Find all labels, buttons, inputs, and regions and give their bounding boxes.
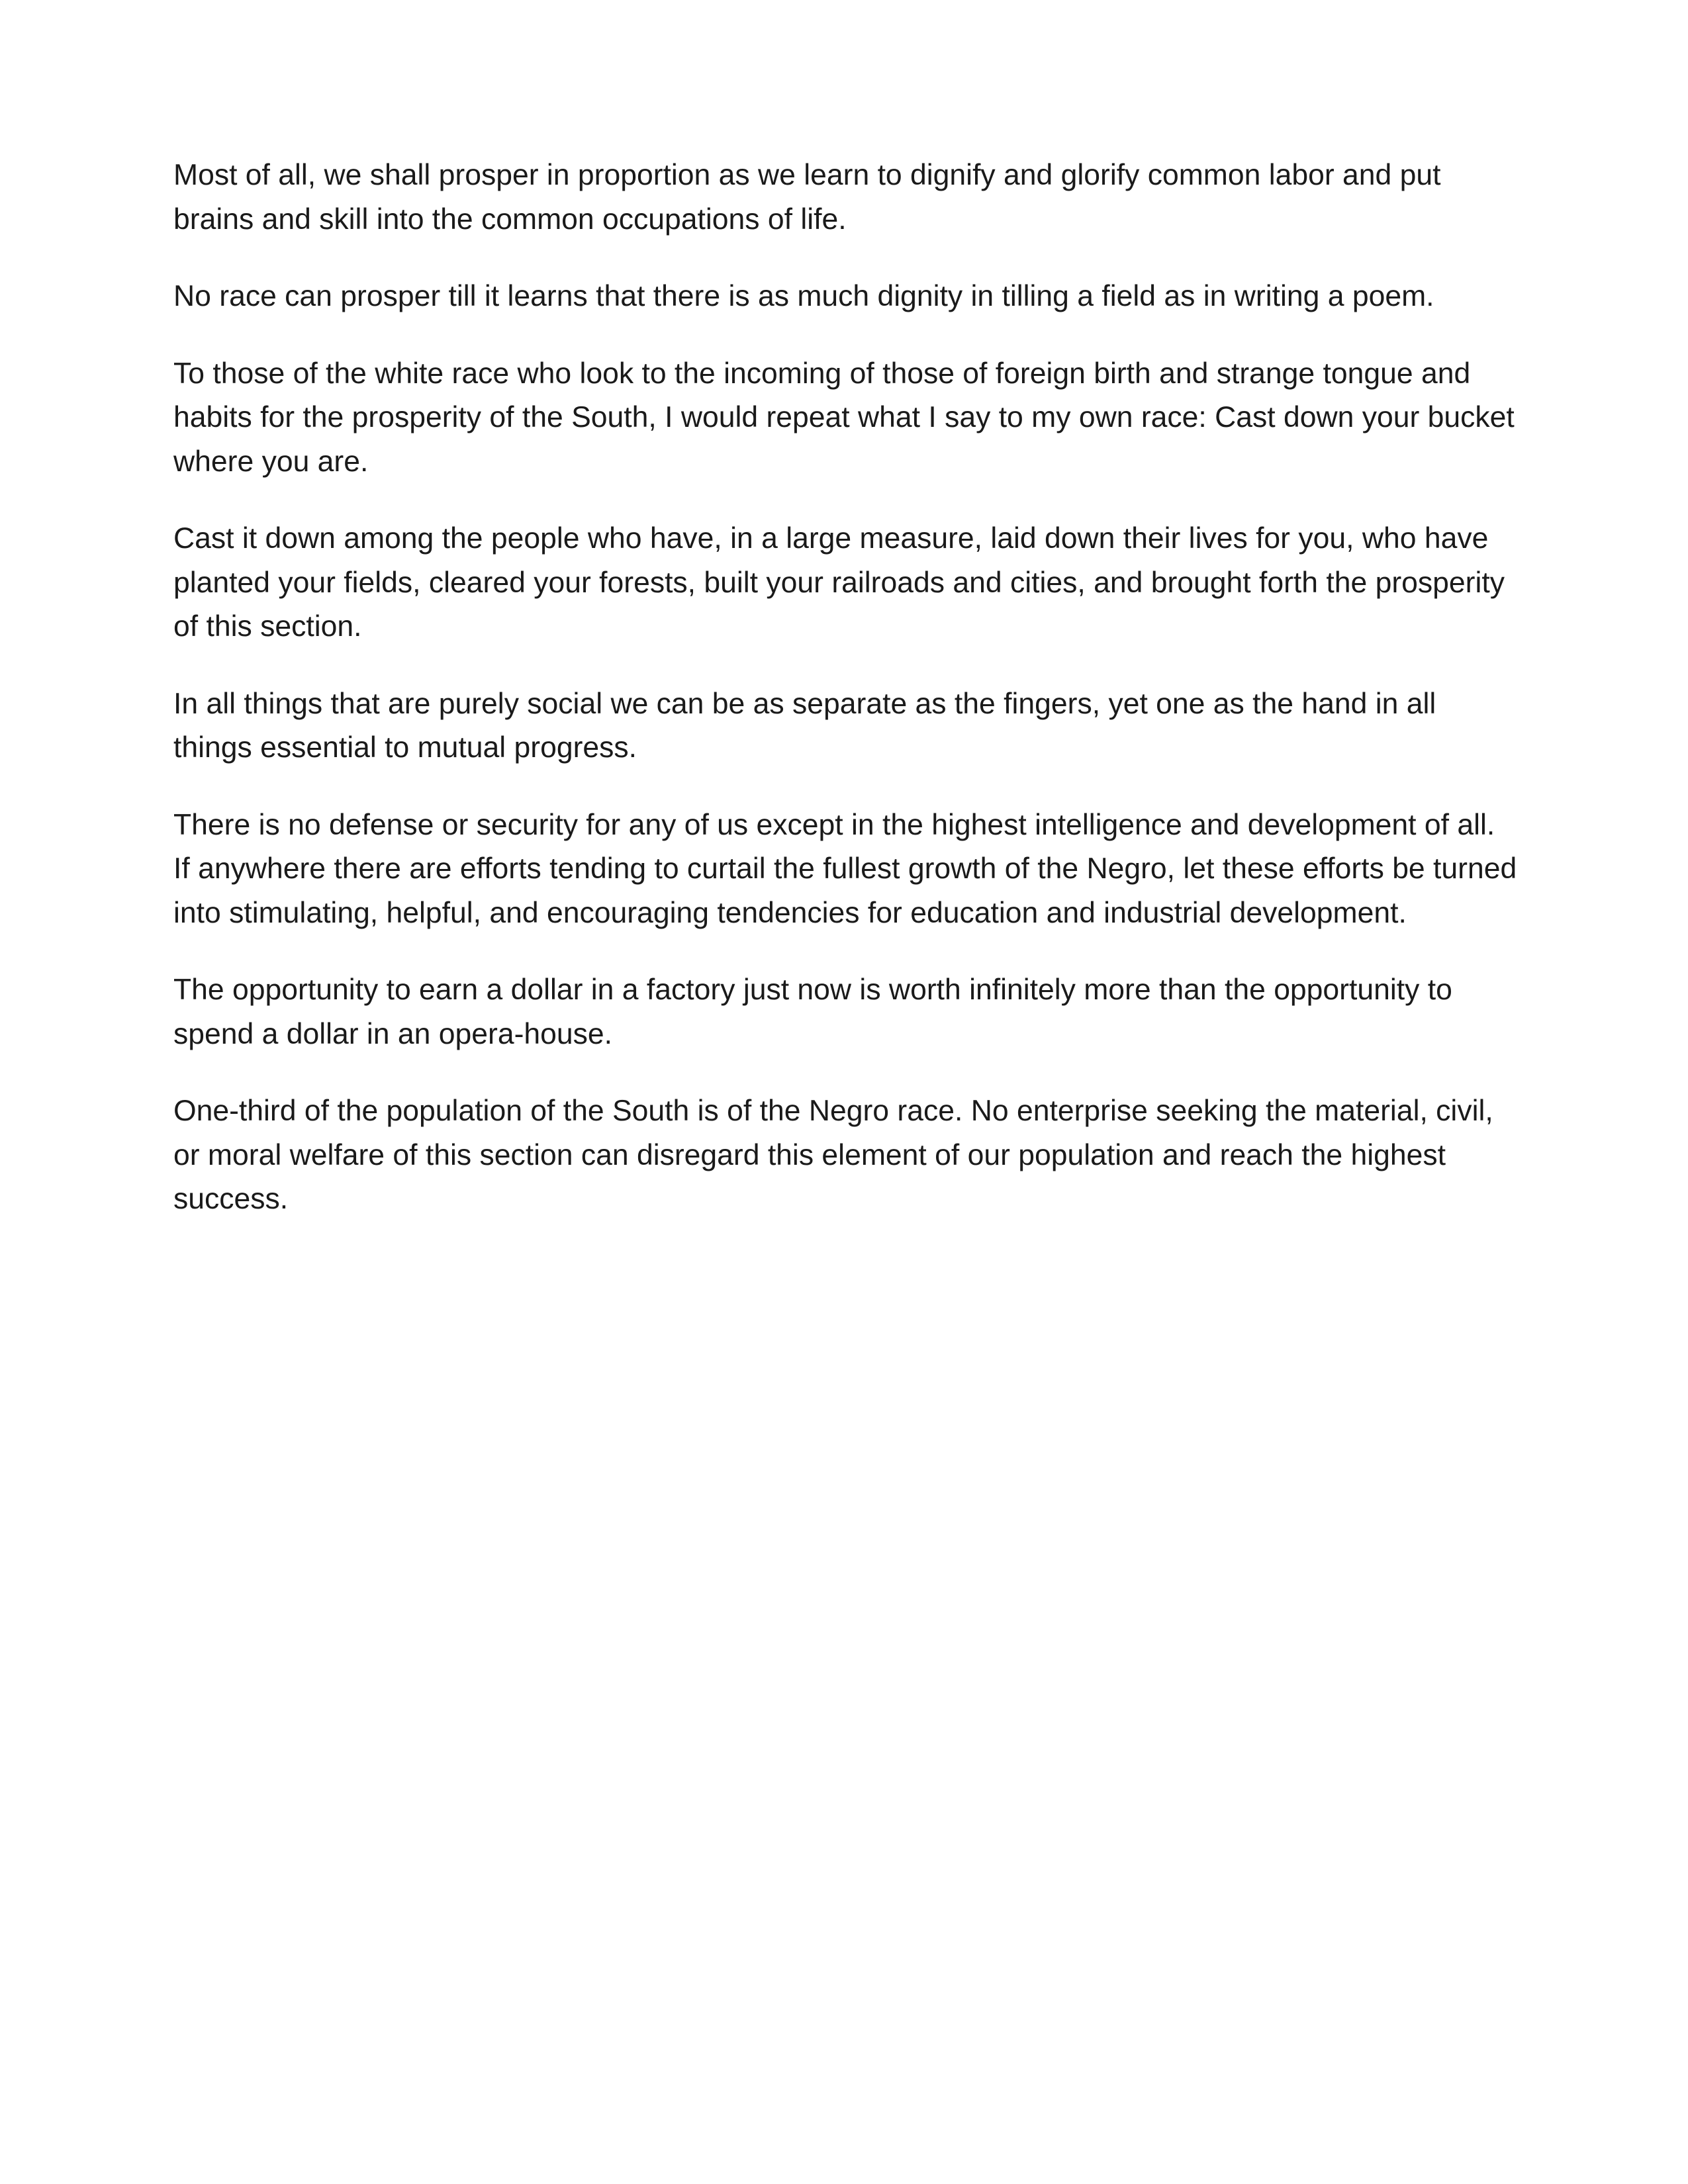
document-body: [173, 154, 1517, 1255]
paragraph-2: No race can prosper till it learns that there is as much dignity in tilling a field as in writing a poem.: [173, 280, 1434, 312]
paragraph-1: Most of all, we shall prosper in proportion as we learn to dignify and glorify common labor and put brains and skill into the common occupations of life.: [173, 159, 1441, 236]
paragraph-4: Cast it down among the people who have, in a large measure, laid down their lives for you, who have planted your fields, cleared your forests, built your railroads and cities, and brought forth the prosperity of this section.: [173, 522, 1505, 643]
paragraph-6: There is no defense or security for any of us except in the highest intelligence and development of all. If anywhere there are efforts tending to curtail the fullest growth of the Negro, let these efforts be turned into stimulating, helpful, and encouraging tendencies for education and industrial development.: [173, 808, 1517, 929]
paragraph-5: In all things that are purely social we can be as separate as the fingers, yet one as the hand in all things essential to mutual progress.: [173, 687, 1436, 764]
paragraph-8: One-third of the population of the South is of the Negro race. No enterprise seeking the material, civil, or moral welfare of this section can disregard this element of our population and reach the highest success.: [173, 1095, 1493, 1215]
paragraph-3: To those of the white race who look to the incoming of those of foreign birth and strange tongue and habits for the prosperity of the South, I would repeat what I say to my own race: Cast down your bucket where you are.: [173, 357, 1515, 478]
paragraph-7: The opportunity to earn a dollar in a factory just now is worth infinitely more than the opportunity to spend a dollar in an opera-house.: [173, 974, 1452, 1050]
